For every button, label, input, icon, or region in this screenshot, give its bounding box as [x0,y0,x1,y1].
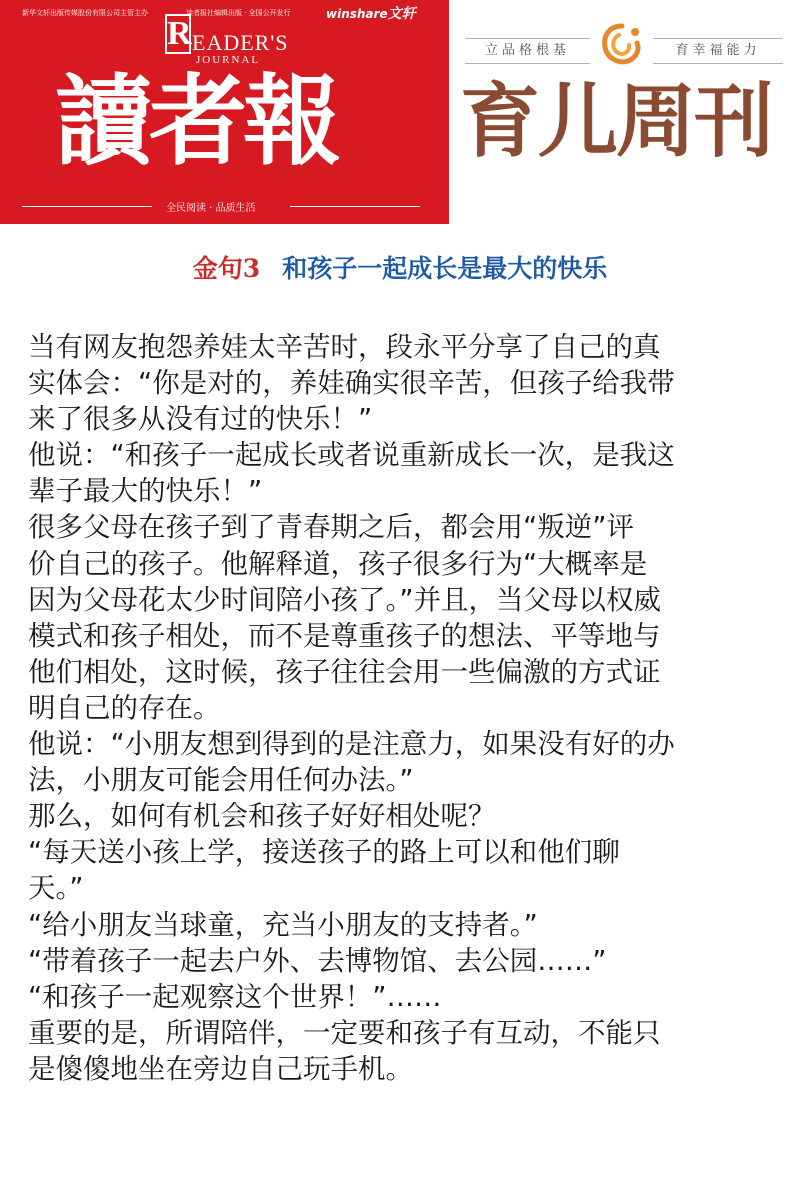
article-line: 辈子最大的快乐！” [28,475,263,508]
publisher-note-left: 新华文轩出版传媒股份有限公司主管主办 [22,9,148,17]
article-line: “给小朋友当球童，充当小朋友的支持者。” [28,908,538,941]
masthead-divider-right [290,206,420,207]
article-line: 他说：“小朋友想到得到的是注意力，如果没有好的办 [28,728,675,761]
parenting-weekly-header [460,0,800,224]
orange-swirl-icon [597,20,647,70]
article-line: “每天送小孩上学，接送孩子的路上可以和他们聊 [28,836,620,869]
readers-journal-logo-letter: R [167,15,192,52]
readers-journal-logo-word: EADER'S [192,30,289,55]
masthead-title: 讀者報 [55,64,338,179]
section-heading [0,249,800,289]
header [0,0,800,225]
publisher-note-right: 读者报社编辑出版 · 全国公开发行 [186,9,291,17]
article-line: 模式和孩子相处，而不是尊重孩子的想法、平等地与 [28,619,661,652]
article-line: 他说：“和孩子一起成长或者说重新成长一次，是我这 [28,439,675,472]
winshare-logo-cn: 文轩 [387,6,416,22]
article-line: 天。” [28,872,84,905]
winshare-logo [326,3,416,23]
readers-journal-logo-journal: JOURNAL [196,54,261,66]
section-label: 金句3 [192,254,261,283]
article-line: 法，小朋友可能会用任何办法。” [28,764,414,797]
article-body [28,329,780,1087]
weekly-tagline-right: 育幸福能力 [653,38,783,64]
weekly-tagline-left: 立品格根基 [465,38,590,64]
section-title: 和孩子一起成长是最大的快乐 [282,254,608,283]
article-line: 很多父母在孩子到了青春期之后，都会用“叛逆”评 [28,511,634,544]
masthead-slogan: 全民阅读 · 品质生活 [166,203,256,214]
winshare-logo-en: winshare [326,7,388,21]
article-line: “带着孩子一起去户外、去博物馆、去公园……” [28,944,607,977]
article-line: 价自己的孩子。他解释道，孩子很多行为“大概率是 [28,547,648,580]
masthead-divider-left [22,206,152,207]
article-line: 当有网友抱怨养娃太辛苦时，段永平分享了自己的真 [28,331,661,363]
readers-journal-masthead [0,0,449,224]
article-line: 实体会：“你是对的，养娃确实很辛苦，但孩子给我带 [28,367,675,400]
article-line: 他们相处，这时候，孩子往往会用一些偏激的方式证 [28,655,661,688]
article-line: 明自己的存在。 [28,691,221,724]
article-line: 因为父母花太少时间陪小孩了。”并且，当父母以权威 [28,583,661,616]
weekly-title: 育儿周刊 [460,75,772,168]
article-line: 重要的是，所谓陪伴，一定要和孩子有互动，不能只 [28,1016,661,1049]
article-line: “和孩子一起观察这个世界！”…… [28,980,442,1013]
article-line: 是傻傻地坐在旁边自己玩手机。 [28,1052,413,1085]
article-line: 那么，如何有机会和孩子好好相处呢？ [28,800,496,833]
article-line: 来了很多从没有过的快乐！” [28,403,373,436]
